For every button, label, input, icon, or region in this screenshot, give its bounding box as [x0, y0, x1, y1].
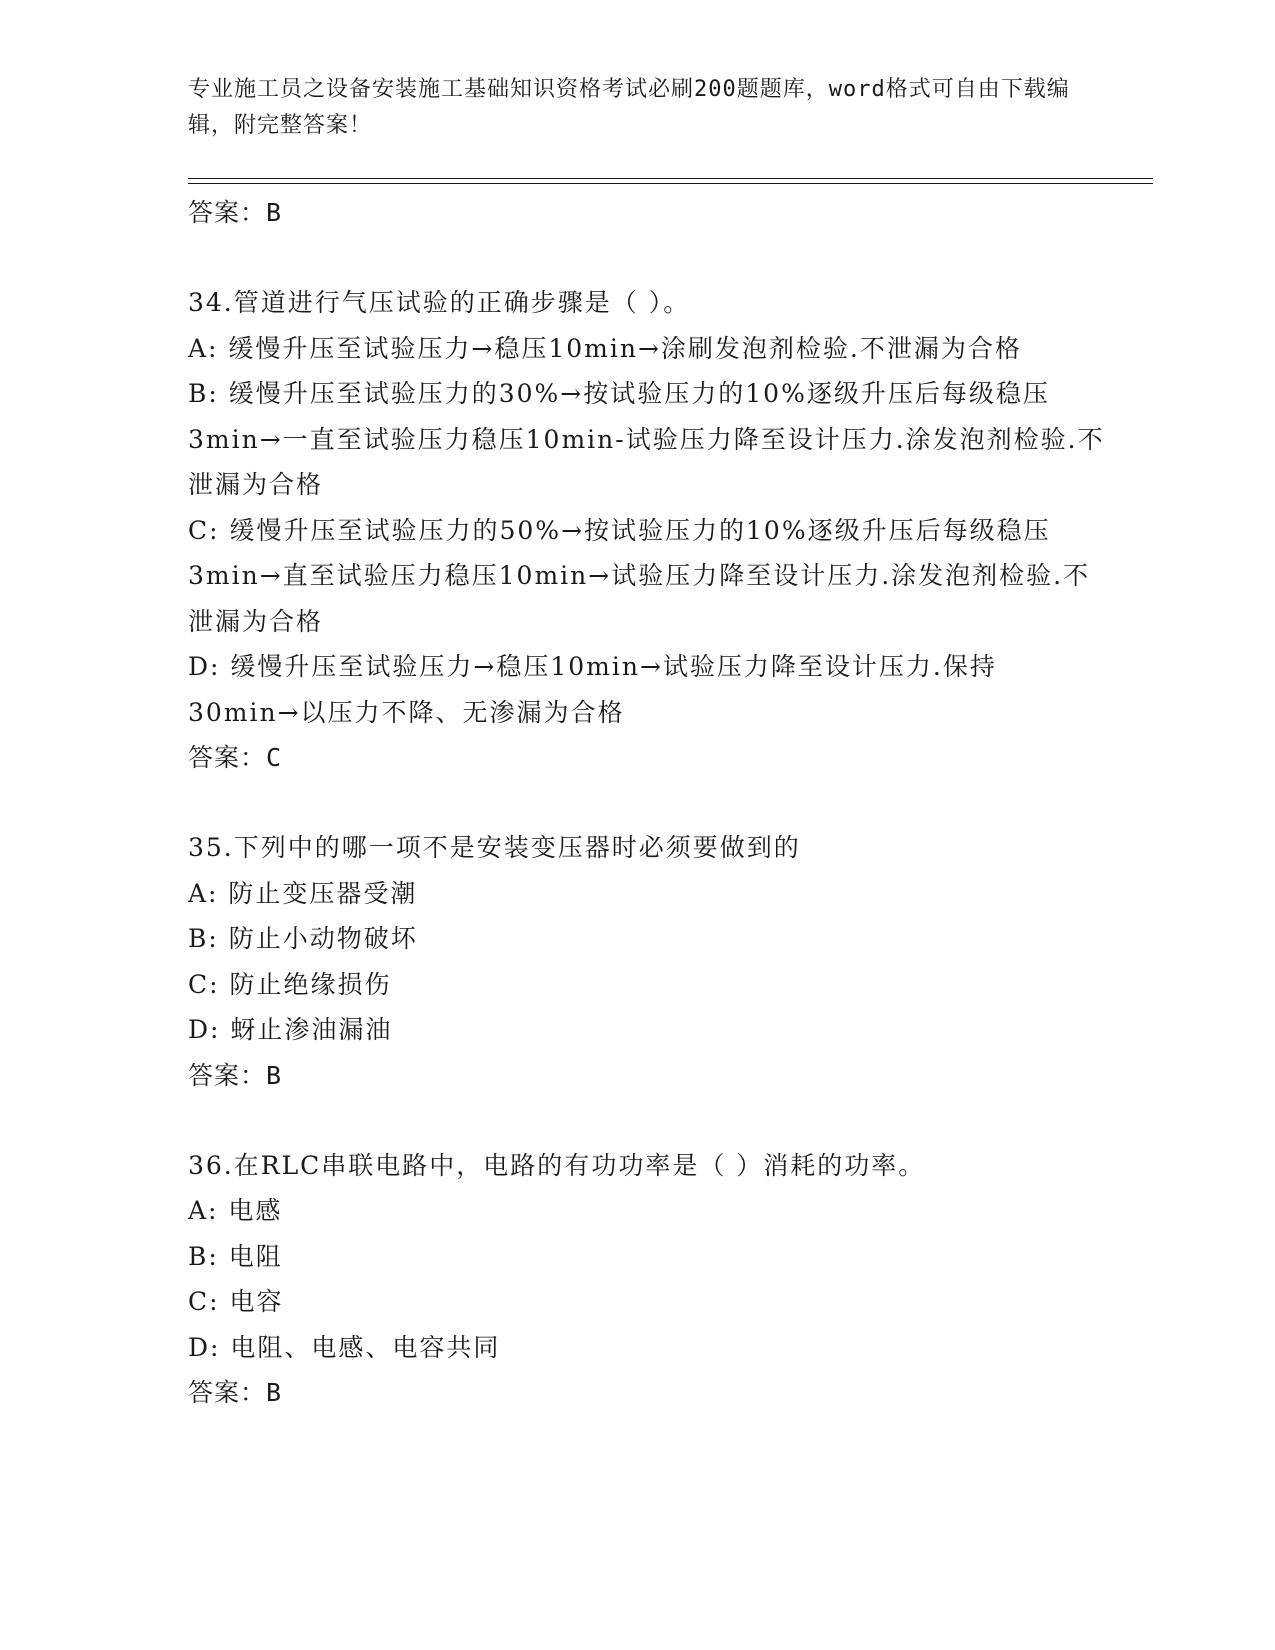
question-text: 35.下列中的哪一项不是安装变压器时必须要做到的: [188, 833, 801, 862]
question-text: 36.在RLC串联电路中，电路的有功功率是（ ）消耗的功率。: [188, 1150, 926, 1180]
option-d: D: 电阻、电感、电容共同: [188, 1332, 501, 1362]
option-c: C: 电容: [188, 1287, 284, 1316]
document-body: [188, 190, 1108, 1415]
option-c: C: 防止绝缘损伤: [188, 969, 392, 999]
answer-line: 答案：B: [188, 1060, 283, 1090]
option-b: B: 防止小动物破坏: [188, 924, 418, 953]
question-block: [188, 280, 1108, 780]
question-block: [188, 825, 1108, 1098]
option-d: D: 蚜止渗油漏油: [188, 1015, 393, 1044]
option-b: B: 缓慢升压至试验压力的30%→按试验压力的10%逐级升压后每级稳压3min→一直至试验压力稳压10min-试验压力降至设计压力.涂发泡剂检验.不泄漏为合格: [188, 379, 1105, 499]
option-a: A: 电感: [188, 1196, 283, 1225]
option-b: B: 电阻: [188, 1241, 283, 1271]
header-rule-top: [188, 178, 1153, 179]
header-rule-bottom: [188, 183, 1153, 184]
option-a: A: 缓慢升压至试验压力→稳压10min→涂刷发泡剂检验.不泄漏为合格: [188, 333, 1022, 363]
answer-line: 答案：B: [188, 198, 283, 227]
option-c: C: 缓慢升压至试验压力的50%→按试验压力的10%逐级升压后每级稳压3min→直至试验压力稳压10min→试验压力降至设计压力.涂发泡剂检验.不泄漏为合格: [188, 515, 1091, 636]
question-block: [188, 1143, 1108, 1416]
question-text: 34.管道进行气压试验的正确步骤是（ ）。: [188, 288, 691, 317]
option-a: A: 防止变压器受潮: [188, 878, 418, 908]
option-d: D: 缓慢升压至试验压力→稳压10min→试验压力降至设计压力.保持30min→以压力不降、无渗漏为合格: [188, 652, 997, 727]
answer-line: 答案：B: [188, 1378, 283, 1407]
document-header: 专业施工员之设备安装施工基础知识资格考试必刷200题题库，word格式可自由下载编辑，附完整答案！: [188, 77, 1070, 138]
answer-line: 答案：C: [188, 743, 283, 772]
